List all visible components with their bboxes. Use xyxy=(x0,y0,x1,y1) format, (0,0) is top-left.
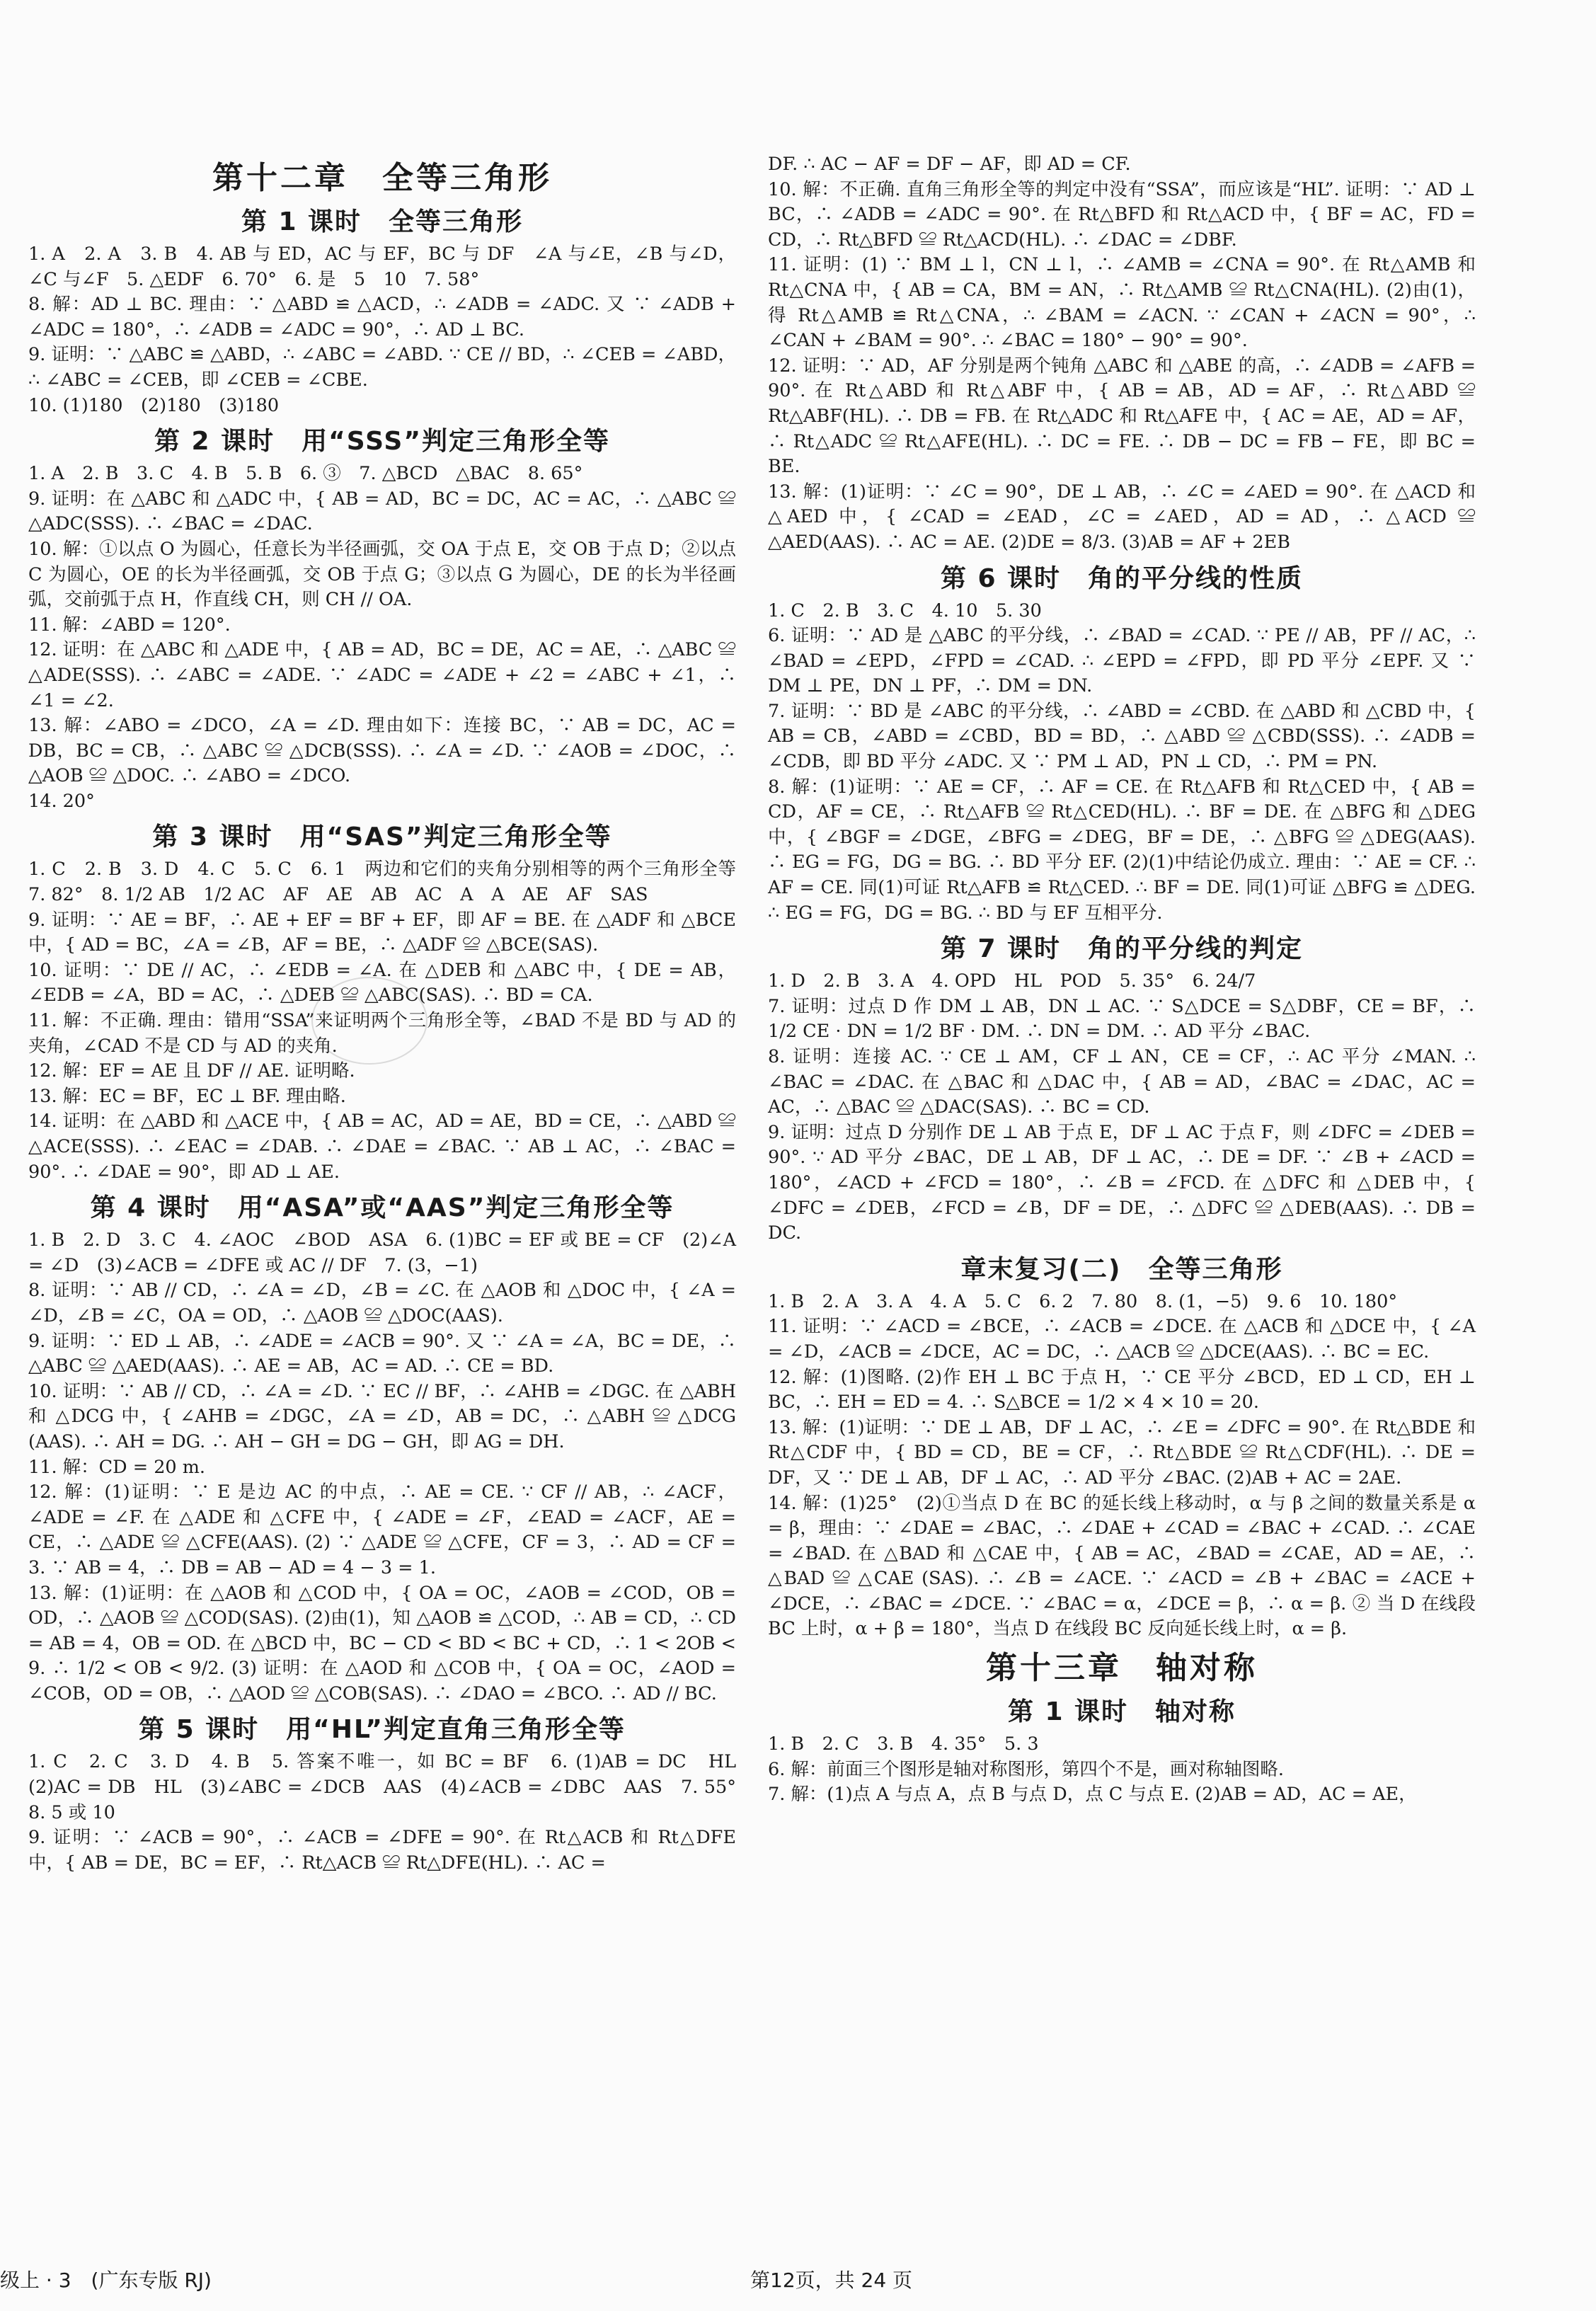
answer-paragraph: 11. 解：不正确. 理由：错用“SSA”来证明两个三角形全等，∠BAD 不是 BD 与 AD 的夹角，∠CAD 不是 CD 与 AD 的夹角. xyxy=(28,1010,736,1057)
answer-paragraph: 1. D 2. B 3. A 4. OPD HL POD 5. 35° 6. 24/7 xyxy=(768,970,1256,992)
chapter-title: 第十二章 全等三角形 xyxy=(212,160,552,196)
answer-paragraph: 1. C 2. B 3. C 4. 10 5. 30 xyxy=(768,600,1042,621)
answer-paragraph: 14. 解：(1)25° (2)①当点 D 在 BC 的延长线上移动时，α 与 β 之间的数量关系是 α = β，理由：∵ ∠DAE = ∠BAC，∴ ∠DAE + ∠CAD = ∠BAC + ∠CAD. ∴ ∠CAE = ∠BAD. 在 △BAD 和 △CAE 中，{ AB = AC，∠BAD = ∠CAE，AD = AE，∴ △BAD ≌ △CAE (SAS). ∴ ∠B = ∠ACE. ∵ ∠ACD = ∠B + ∠BAC = ∠ACE + ∠DCE，∴ ∠BAC = ∠DCE. ∵ ∠BAC = α，∠DCE = β，∴ α = β. ② 当 D 在线段 BC 上时，α + β = 180°，当点 D 在线段 BC 反向延长线上时，α = β. xyxy=(768,1492,1482,1640)
right-column xyxy=(768,152,1482,1808)
answer-paragraph: DF. ∴ AC − AF = DF − AF，即 AD = CF. xyxy=(768,154,1131,175)
answer-paragraph: 14. 20° xyxy=(28,790,95,812)
answer-paragraph: 8. 解：AD ⊥ BC. 理由：∵ △ABD ≌ △ACD，∴ ∠ADB = ∠ADC. 又 ∵ ∠ADB + ∠ADC = 180°，∴ ∠ADB = ∠ADC = 90°，∴ AD ⊥ BC. xyxy=(28,294,742,340)
answer-paragraph: 1. C 2. B 3. D 4. C 5. C 6. 1 两边和它们的夹角分别相等的两个三角形全等 7. 82° 8. 1/2 AB 1/2 AC AF AE AB AC A A AE AF SAS xyxy=(28,859,754,906)
answer-paragraph: 14. 证明：在 △ABD 和 △ACE 中，{ AB = AC，AD = AE，BD = CE，∴ △ABD ≌ △ACE(SSS). ∴ ∠EAC = ∠DAB. ∴ ∠DAE = ∠BAC. ∵ AB ⊥ AC，∴ ∠BAC = 90°. ∴ ∠DAE = 90°，即 AD ⊥ AE. xyxy=(28,1111,742,1183)
answer-paragraph: 10. 解：①以点 O 为圆心，任意长为半径画弧，交 OA 于点 E，交 OB 于点 D；②以点 C 为圆心，OE 的长为半径画弧，交 OB 于点 G；③以点 G 为圆心，DE 的长为半径画弧，交前弧于点 H，作直线 CH，则 CH // OA. xyxy=(28,538,742,611)
answer-paragraph: 7. 证明：过点 D 作 DM ⊥ AB，DN ⊥ AC. ∵ S△DCE = S△DBF，CE = BF，∴ 1/2 CE · DN = 1/2 BF · DM. ∴ DN = DM. ∴ AD 平分 ∠BAC. xyxy=(768,995,1482,1043)
answer-paragraph: 12. 证明：∵ AD，AF 分别是两个钝角 △ABC 和 △ABE 的高，∴ ∠ADB = ∠AFB = 90°. 在 Rt△ABD 和 Rt△ABF 中，{ AB = AB，AD = AF，∴ Rt△ABD ≌ Rt△ABF(HL). ∴ DB = FB. 在 Rt△ADC 和 Rt△AFE 中，{ AC = AE，AD = AF，∴ Rt△ADC ≌ Rt△AFE(HL). ∴ DC = FE. ∴ DB − DC = FB − FE，即 BC = BE. xyxy=(768,355,1482,478)
answer-paragraph: 10. 解：不正确. 直角三角形全等的判定中没有“SSA”，而应该是“HL”. 证明：∵ AD ⊥ BC，∴ ∠ADB = ∠ADC = 90°. 在 Rt△BFD 和 Rt△ACD 中，{ BF = AC，FD = CD，∴ Rt△BFD ≌ Rt△ACD(HL). ∴ ∠DAC = ∠DBF. xyxy=(768,178,1482,251)
answer-paragraph: 12. 证明：在 △ABC 和 △ADE 中，{ AB = AD，BC = DE，AC = AE，∴ △ABC ≌ △ADE(SSS). ∴ ∠ABC = ∠ADE. ∵ ∠ADC = ∠ADE + ∠2 = ∠ABC + ∠1，∴ ∠1 = ∠2. xyxy=(28,639,742,711)
answer-paragraph: 11. 解：∠ABD = 120°. xyxy=(28,614,231,636)
answer-paragraph: 12. 解：(1)证明：∵ E 是边 AC 的中点，∴ AE = CE. ∵ CF // AB，∴ ∠ACF，∠ADE = ∠F. 在 △ADE 和 △CFE 中，{ ∠ADE = ∠F，∠EAD = ∠ACF，AE = CE，∴ △ADE ≌ △CFE(AAS). (2) ∵ △ADE ≌ △CFE，CF = 3，∴ AD = CF = 3. ∵ AB = 4，∴ DB = AB − AD = 4 − 3 = 1. xyxy=(28,1481,742,1578)
answer-paragraph: 12. 解：EF = AE 且 DF // AE. 证明略. xyxy=(28,1060,355,1082)
answer-paragraph: 1. A 2. A 3. B 4. AB 与 ED，AC 与 EF，BC 与 DF ∠A 与∠E，∠B 与∠D，∠C 与∠F 5. △EDF 6. 70° 6. 是 5 10 7. 58° xyxy=(28,243,736,290)
answer-paragraph: 13. 解：EC = BF，EC ⊥ BF. 理由略. xyxy=(28,1085,346,1107)
section-title: 第 5 课时 用“HL”判定直角三角形全等 xyxy=(139,1715,626,1745)
section-title: 第 1 课时 全等三角形 xyxy=(241,207,524,236)
answer-paragraph: 1. A 2. B 3. C 4. B 5. B 6. ③ 7. △BCD △BAC 8. 65° xyxy=(28,463,583,485)
answer-paragraph: 9. 证明：在 △ABC 和 △ADC 中，{ AB = AD，BC = DC，AC = AC，∴ △ABC ≌ △ADC(SSS). ∴ ∠BAC = ∠DAC. xyxy=(28,488,742,535)
answer-paragraph: 6. 证明：∵ AD 是 △ABC 的平分线，∴ ∠BAD = ∠CAD. ∵ PE // AB，PF // AC，∴ ∠BAD = ∠EPD，∠FPD = ∠CAD. ∴ ∠EPD = ∠FPD，即 PD 平分 ∠EPF. 又 ∵ DM ⊥ PE，DN ⊥ PF，∴ DM = DN. xyxy=(768,625,1482,697)
answer-paragraph: 13. 解：(1)证明：∵ DE ⊥ AB，DF ⊥ AC，∴ ∠E = ∠DFC = 90°. 在 Rt△BDE 和 Rt△CDF 中，{ BD = CD，BE = CF，∴ Rt△BDE ≌ Rt△CDF(HL). ∴ DE = DF，又 ∵ DE ⊥ AB，DF ⊥ AC，∴ AD 平分 ∠BAC. (2)AB + AC = 2AE. xyxy=(768,1416,1482,1489)
footer-left: 级上 · 3 (广东专版 RJ) xyxy=(0,2269,212,2292)
answer-paragraph: 6. 解：前面三个图形是轴对称图形，第四个不是，画对称轴图略. xyxy=(768,1758,1285,1780)
answer-paragraph: 10. (1)180 (2)180 (3)180 xyxy=(28,394,280,416)
section-title: 章末复习(二) 全等三角形 xyxy=(960,1254,1283,1284)
answer-paragraph: 11. 证明：∵ ∠ACD = ∠BCE，∴ ∠ACB = ∠DCE. 在 △ACB 和 △DCE 中，{ ∠A = ∠D，∠ACB = ∠DCE，AC = DC，∴ △ACB ≌ △DCE(AAS). ∴ BC = EC. xyxy=(768,1316,1482,1363)
answer-paragraph: 1. B 2. D 3. C 4. ∠AOC ∠BOD ASA 6. (1)BC = EF 或 BE = CF (2)∠A = ∠D (3)∠ACB = ∠DFE 或 AC // DF 7. (3，−1) xyxy=(28,1229,742,1276)
answer-paragraph: 10. 证明：∵ AB // CD，∴ ∠A = ∠D. ∵ EC // BF，∴ ∠AHB = ∠DGC. 在 △ABH 和 △DCG 中，{ ∠AHB = ∠DGC，∠A = ∠D，AB = DC，∴ △ABH ≌ △DCG (AAS). ∴ AH = DG. ∴ AH − GH = DG − GH，即 AG = DH. xyxy=(28,1380,742,1452)
watermark-stamp xyxy=(311,977,427,1065)
answer-paragraph: 9. 证明：∵ AE = BF，∴ AE + EF = BF + EF，即 AF = BE. 在 △ADF 和 △BCE 中，{ AD = BC，∠A = ∠B，AF = BE，∴ △ADF ≌ △BCE(SAS). xyxy=(28,909,742,956)
answer-paragraph: 7. 解：(1)点 A 与点 A，点 B 与点 D，点 C 与点 E. (2)AB = AD，AC = AE， xyxy=(768,1784,1417,1806)
answer-paragraph: 9. 证明：过点 D 分别作 DE ⊥ AB 于点 E，DF ⊥ AC 于点 F，则 ∠DFC = ∠DEB = 90°. ∵ AD 平分 ∠BAC，DE ⊥ AB，DF ⊥ AC，∴ DE = DF. ∵ ∠B + ∠ACD = 180°，∠ACD + ∠FCD = 180°，∴ ∠B = ∠FCD. 在 △DFC 和 △DEB 中，{ ∠DFC = ∠DEB，∠FCD = ∠B，DF = DE，∴ △DFC ≌ △DEB(AAS). ∴ DB = DC. xyxy=(768,1121,1482,1244)
section-title: 第 4 课时 用“ASA”或“AAS”判定三角形全等 xyxy=(90,1193,674,1223)
section-title: 第 3 课时 用“SAS”判定三角形全等 xyxy=(152,822,612,852)
footer-page-number: 第12页，共 24 页 xyxy=(750,2269,913,2292)
answer-paragraph: 13. 解：(1)证明：在 △AOB 和 △COD 中，{ OA = OC，∠AOB = ∠COD，OB = OD，∴ △AOB ≌ △COD(SAS). (2)由(1)，知 △AOB ≌ △COD，∴ AB = CD，∴ CD = AB = 4，OB = OD. 在 △BCD 中，BC − CD < BD < BC + CD，∴ 1 < 2OB < 9. ∴ 1/2 < OB < 9/2. (3) 证明：在 △AOD 和 △COB 中，{ OA = OC，∠AOD = ∠COB，OD = OB，∴ △AOD ≌ △COB(SAS). ∴ ∠DAO = ∠BCO. ∴ AD // BC. xyxy=(28,1582,742,1704)
answer-paragraph: 10. 证明：∵ DE // AC，∴ ∠EDB = ∠A. 在 △DEB 和 △ABC 中，{ DE = AB，∠EDB = ∠A，BD = AC，∴ △DEB ≌ △ABC(SAS). ∴ BD = CA. xyxy=(28,959,736,1007)
section-title: 第 6 课时 角的平分线的性质 xyxy=(940,563,1304,593)
answer-paragraph: 1. B 2. C 3. B 4. 35° 5. 3 xyxy=(768,1733,1039,1755)
answer-paragraph: 8. 证明：连接 AC. ∵ CE ⊥ AM，CF ⊥ AN，CE = CF，∴ AC 平分 ∠MAN. ∴ ∠BAC = ∠DAC. 在 △BAC 和 △DAC 中，{ AB = AD，∠BAC = ∠DAC，AC = AC，∴ △BAC ≌ △DAC(SAS). ∴ BC = CD. xyxy=(768,1046,1482,1118)
answer-paragraph: 8. 证明：∵ AB // CD，∴ ∠A = ∠D，∠B = ∠C. 在 △AOB 和 △DOC 中，{ ∠A = ∠D，∠B = ∠C，OA = OD，∴ △AOB ≌ △DOC(AAS). xyxy=(28,1280,742,1326)
answer-paragraph: 11. 证明：(1) ∵ BM ⊥ l，CN ⊥ l，∴ ∠AMB = ∠CNA = 90°. 在 Rt△AMB 和 Rt△CNA 中，{ AB = CA，BM = AN，∴ Rt△AMB ≌ Rt△CNA(HL). (2)由(1)，得 Rt△AMB ≌ Rt△CNA，∴ ∠BAM = ∠ACN. ∵ ∠CAN + ∠ACN = 90°，∴ ∠CAN + ∠BAM = 90°. ∴ ∠BAC = 180° − 90° = 90°. xyxy=(768,254,1482,352)
answer-paragraph: 9. 证明：∵ ∠ACB = 90°，∴ ∠ACB = ∠DFE = 90°. 在 Rt△ACB 和 Rt△DFE 中，{ AB = DE，BC = EF，∴ Rt△ACB ≌ Rt△DFE(HL). ∴ AC = xyxy=(28,1827,742,1874)
answer-paragraph: 12. 解：(1)图略. (2)作 EH ⊥ BC 于点 H，∵ CE 平分 ∠BCD，ED ⊥ CD，EH ⊥ BC，∴ EH = ED = 4. ∴ S△BCE = 1/2 × 4 × 10 = 20. xyxy=(768,1366,1482,1413)
answer-paragraph: 9. 证明：∵ ED ⊥ AB，∴ ∠ADE = ∠ACB = 90°. 又 ∵ ∠A = ∠A，BC = DE，∴ △ABC ≌ △AED(AAS). ∴ AE = AB，AC = AD. ∴ CE = BD. xyxy=(28,1330,742,1377)
answer-paragraph: 1. C 2. C 3. D 4. B 5. 答案不唯一，如 BC = BF 6. (1)AB = DC HL (2)AC = DB HL (3)∠ABC = ∠DCB AAS (4)∠ACB = ∠DBC AAS 7. 55° 8. 5 或 10 xyxy=(28,1751,754,1823)
answer-paragraph: 11. 解：CD = 20 m. xyxy=(28,1456,206,1478)
answer-paragraph: 7. 证明：∵ BD 是 ∠ABC 的平分线，∴ ∠ABD = ∠CBD. 在 △ABD 和 △CBD 中，{ AB = CB，∠ABD = ∠CBD，BD = BD，∴ △ABD ≌ △CBD(SSS). ∴ ∠ADB = ∠CDB，即 BD 平分 ∠ADC. 又 ∵ PM ⊥ AD，PN ⊥ CD，∴ PM = PN. xyxy=(768,700,1482,773)
answer-paragraph: 9. 证明：∵ △ABC ≌ △ABD，∴ ∠ABC = ∠ABD. ∵ CE // BD，∴ ∠CEB = ∠ABD，∴ ∠ABC = ∠CEB，即 ∠CEB = ∠CBE. xyxy=(28,344,736,391)
section-title: 第 7 课时 角的平分线的判定 xyxy=(940,934,1304,964)
answer-paragraph: 8. 解：(1)证明：∵ AE = CF，∴ AF = CE. 在 Rt△AFB 和 Rt△CED 中，{ AB = CD，AF = CE，∴ Rt△AFB ≌ Rt△CED(HL). ∴ BF = DE. 在 △BFG 和 △DEG 中，{ ∠BGF = ∠DGE，∠BFG = ∠DEG，BF = DE，∴ △BFG ≌ △DEG(AAS). ∴ EG = FG，DG = BG. ∴ BD 平分 EF. (2)(1)中结论仍成立. 理由：∵ AE = CF. ∴ AF = CE. 同(1)可证 Rt△AFB ≌ Rt△CED. ∴ BF = DE. 同(1)可证 △BFG ≌ △DEG. ∴ EG = FG，DG = BG. ∴ BD 与 EF 互相平分. xyxy=(768,776,1482,924)
answer-paragraph: 13. 解：∠ABO = ∠DCO，∠A = ∠D. 理由如下：连接 BC，∵ AB = DC，AC = DB，BC = CB，∴ △ABC ≌ △DCB(SSS). ∴ ∠A = ∠D. ∵ ∠AOB = ∠DOC，∴ △AOB ≌ △DOC. ∴ ∠ABO = ∠DCO. xyxy=(28,715,742,787)
answer-paragraph: 1. B 2. A 3. A 4. A 5. C 6. 2 7. 80 8. (1，−5) 9. 6 10. 180° xyxy=(768,1290,1398,1312)
section-title: 第 1 课时 轴对称 xyxy=(1007,1697,1236,1727)
section-title: 第 2 课时 用“SSS”判定三角形全等 xyxy=(154,427,610,457)
chapter-title: 第十三章 轴对称 xyxy=(986,1650,1258,1687)
answer-paragraph: 13. 解：(1)证明：∵ ∠C = 90°，DE ⊥ AB，∴ ∠C = ∠AED = 90°. 在 △ACD 和 △AED 中，{ ∠CAD = ∠EAD，∠C = ∠AED，AD = AD，∴ △ACD ≌ △AED(AAS). ∴ AC = AE. (2)DE = 8/3. (3)AB = AF + 2EB xyxy=(768,481,1482,553)
